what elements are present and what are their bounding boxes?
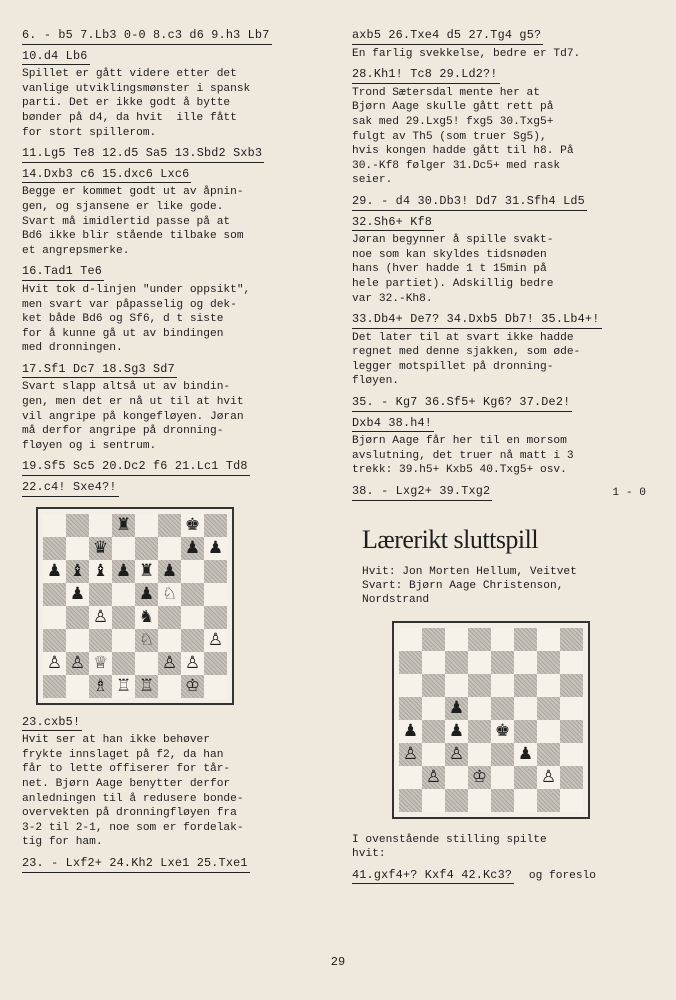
board-square xyxy=(422,743,445,766)
board-square: ♟ xyxy=(66,583,89,606)
board-square xyxy=(43,675,66,698)
board-square: ♙ xyxy=(399,743,422,766)
board-square: ♟ xyxy=(445,697,468,720)
board-square: ♖ xyxy=(135,675,158,698)
final-move-row xyxy=(352,866,658,887)
board-square xyxy=(537,628,560,651)
board-square xyxy=(181,560,204,583)
board-square xyxy=(204,514,227,537)
move-line: 22.c4! Sxe4?! xyxy=(22,480,119,497)
board-square xyxy=(491,697,514,720)
board-square: ♛ xyxy=(89,537,112,560)
board-square xyxy=(560,766,583,789)
board-square xyxy=(537,697,560,720)
move-line: 11.Lg5 Te8 12.d5 Sa5 13.Sbd2 Sxb3 xyxy=(22,146,264,163)
section-heading: Lærerikt sluttspill xyxy=(362,524,539,554)
board-square xyxy=(43,629,66,652)
move-line: 17.Sf1 Dc7 18.Sg3 Sd7 xyxy=(22,362,177,379)
board-square xyxy=(66,606,89,629)
board-square: ♙ xyxy=(537,766,560,789)
board-square: ♙ xyxy=(422,766,445,789)
board-square: ♙ xyxy=(204,629,227,652)
board-square xyxy=(204,560,227,583)
left-column xyxy=(22,26,322,875)
board-square xyxy=(514,674,537,697)
board-square xyxy=(181,629,204,652)
move-line: 29. - d4 30.Db3! Dd7 31.Sfh4 Ld5 xyxy=(352,194,587,211)
board-square xyxy=(43,514,66,537)
board-square xyxy=(422,628,445,651)
commentary: I ovenstående stilling spilte hvit: xyxy=(352,833,547,861)
board-square xyxy=(204,675,227,698)
board-square xyxy=(445,789,468,812)
board-square xyxy=(89,629,112,652)
board-square: ♟ xyxy=(158,560,181,583)
board-square xyxy=(204,652,227,675)
board-square xyxy=(422,674,445,697)
board-square xyxy=(112,606,135,629)
board-square: ♚ xyxy=(181,514,204,537)
board-square: ♙ xyxy=(181,652,204,675)
board-square xyxy=(491,766,514,789)
board-square xyxy=(43,537,66,560)
board-square: ♞ xyxy=(135,606,158,629)
board-square xyxy=(560,743,583,766)
board-square: ♟ xyxy=(514,743,537,766)
move-line: 23.cxb5! xyxy=(22,715,82,732)
board-square xyxy=(422,651,445,674)
board-square xyxy=(43,606,66,629)
board-square: ♜ xyxy=(135,560,158,583)
commentary: Trond Sætersdal mente her at Bjørn Aage skulle gått rett på sak med 29.Lxg5! fxg5 30.Txg5+ fulgt av Th5 (som truer Sg5), hvis kongen hadde gått til h8. På 30.-Kf8 følger 31.Dc5+ med rask seier. xyxy=(352,86,574,187)
board-square xyxy=(560,720,583,743)
board-square xyxy=(66,629,89,652)
board-square: ♟ xyxy=(181,537,204,560)
board-square xyxy=(537,743,560,766)
board-square xyxy=(514,789,537,812)
board-square: ♗ xyxy=(89,675,112,698)
board-square xyxy=(66,537,89,560)
board-square xyxy=(537,720,560,743)
board-square: ♙ xyxy=(158,652,181,675)
final-move-row xyxy=(352,482,658,503)
move-line: 14.Dxb3 c6 15.dxc6 Lxc6 xyxy=(22,167,191,184)
board-square xyxy=(422,697,445,720)
board-square: ♟ xyxy=(445,720,468,743)
board-square: ♙ xyxy=(66,652,89,675)
board-square xyxy=(422,720,445,743)
board-square: ♚ xyxy=(491,720,514,743)
board-square xyxy=(445,651,468,674)
commentary: En farlig svekkelse, bedre er Td7. xyxy=(352,47,581,60)
board-square: ♙ xyxy=(445,743,468,766)
board-square xyxy=(422,789,445,812)
board-square xyxy=(112,629,135,652)
commentary: Hvit ser at han ikke behøver frykte innslaget på f2, da han får to lette offiserer for tår- net. Bjørn Aage benytter derfor anledningen til å redusere bonde- overvekten på dronningfløyen fra 3-2 til 2-1, noe som er fordelak- tig for ham. xyxy=(22,734,244,849)
move-line: 38. - Lxg2+ 39.Txg2 xyxy=(352,484,492,501)
board-square xyxy=(491,628,514,651)
board-square xyxy=(560,628,583,651)
board-square xyxy=(66,514,89,537)
move-line: 19.Sf5 Sc5 20.Dc2 f6 21.Lc1 Td8 xyxy=(22,459,250,476)
move-line: axb5 26.Txe4 d5 27.Tg4 g5? xyxy=(352,28,543,45)
trailing-text: og foreslo xyxy=(528,869,597,882)
board-square xyxy=(445,674,468,697)
commentary: Begge er kommet godt ut av åpnin- gen, og sjansene er like gode. Svart må imidlertid passe på at Bd6 ikke blir stående tilbake som et angrepsmerke. xyxy=(22,186,244,257)
board-square xyxy=(181,606,204,629)
commentary: Det later til at svart ikke hadde regnet med denne sjakken, som øde- legger motspillet på dronning- fløyen. xyxy=(352,331,581,388)
board-square xyxy=(468,628,491,651)
commentary: Spillet er gått videre etter det vanlige utviklingsmønster i spansk parti. Det er ikke godt å bytte bønder på d4, da hvit ille fått for stort spillerom. xyxy=(22,68,251,139)
board-square xyxy=(537,674,560,697)
board-square xyxy=(112,583,135,606)
board-square: ♝ xyxy=(89,560,112,583)
black-player: Svart: Bjørn Aage Christenson, Nordstrand xyxy=(362,579,564,606)
board-square xyxy=(560,697,583,720)
chess-diagram-2 xyxy=(392,621,590,819)
board-square xyxy=(204,583,227,606)
board-square xyxy=(89,583,112,606)
board-square: ♘ xyxy=(135,629,158,652)
board-square xyxy=(158,675,181,698)
board-square: ♕ xyxy=(89,652,112,675)
board-square: ♖ xyxy=(112,675,135,698)
commentary: Hvit tok d-linjen "under oppsikt", men svart var påpasselig og dek- ket både Bd6 og Sf6, d t siste for å kunne gå ut av bindingen med dronningen. xyxy=(22,283,251,355)
board-square: ♙ xyxy=(89,606,112,629)
chess-board-grid xyxy=(43,514,227,698)
board-square xyxy=(468,651,491,674)
board-square: ♘ xyxy=(158,583,181,606)
board-square xyxy=(158,537,181,560)
move-line: 32.Sh6+ Kf8 xyxy=(352,215,434,232)
move-line: 35. - Kg7 36.Sf5+ Kg6? 37.De2! xyxy=(352,395,572,412)
board-square xyxy=(468,697,491,720)
board-square xyxy=(399,697,422,720)
board-square xyxy=(514,697,537,720)
commentary: Jøran begynner å spille svakt- noe som kan skyldes tidsnøden hans (hver hadde 1 t 15min på hele partiet). Adskillig bedre var 32.-Kh8. xyxy=(352,234,554,305)
board-square xyxy=(445,766,468,789)
board-square: ♟ xyxy=(43,560,66,583)
board-square xyxy=(399,628,422,651)
board-square xyxy=(112,537,135,560)
board-square xyxy=(491,789,514,812)
board-square xyxy=(560,674,583,697)
board-square: ♟ xyxy=(112,560,135,583)
board-square xyxy=(89,514,112,537)
board-square xyxy=(135,537,158,560)
board-square: ♝ xyxy=(66,560,89,583)
board-square: ♙ xyxy=(43,652,66,675)
board-square: ♟ xyxy=(399,720,422,743)
board-square xyxy=(537,651,560,674)
commentary: Svart slapp altså ut av bindin- gen, men det er nå ut til at hvit vil angripe på kongefløyen. Jøran må derfor angripe på dronning- fløyen og i sentrum. xyxy=(22,381,244,452)
board-square xyxy=(514,766,537,789)
board-square xyxy=(399,674,422,697)
board-square xyxy=(514,720,537,743)
move-line: 23. - Lxf2+ 24.Kh2 Lxe1 25.Txe1 xyxy=(22,856,250,873)
board-square xyxy=(158,514,181,537)
board-square: ♟ xyxy=(204,537,227,560)
right-column xyxy=(352,26,658,886)
move-line: 6. - b5 7.Lb3 0-0 8.c3 d6 9.h3 Lb7 xyxy=(22,28,272,45)
board-square xyxy=(468,789,491,812)
move-line: Dxb4 38.h4! xyxy=(352,416,434,433)
board-square xyxy=(514,628,537,651)
chess-board-grid xyxy=(399,628,583,812)
move-line: 41.gxf4+? Kxf4 42.Kc3? xyxy=(352,868,514,885)
board-square xyxy=(537,789,560,812)
board-square xyxy=(560,651,583,674)
move-line: 10.d4 Lb6 xyxy=(22,49,90,66)
board-square: ♟ xyxy=(135,583,158,606)
board-square xyxy=(399,789,422,812)
board-square: ♔ xyxy=(181,675,204,698)
board-square xyxy=(468,743,491,766)
board-square xyxy=(112,652,135,675)
commentary: Bjørn Aage får her til en morsom avslutning, det truer nå matt i 3 trekk: 39.h5+ Kxb5 40.Txg5+ osv. xyxy=(352,435,574,477)
game-result: 1 - 0 xyxy=(612,487,646,500)
board-square xyxy=(135,514,158,537)
board-square xyxy=(468,720,491,743)
board-square xyxy=(560,789,583,812)
board-square xyxy=(43,583,66,606)
move-line: 16.Tad1 Te6 xyxy=(22,264,104,281)
chess-diagram-1 xyxy=(36,507,234,705)
move-line: 33.Db4+ De7? 34.Dxb5 Db7! 35.Lb4+! xyxy=(352,312,602,329)
board-square xyxy=(491,743,514,766)
board-square xyxy=(135,652,158,675)
board-square xyxy=(445,628,468,651)
board-square: ♜ xyxy=(112,514,135,537)
move-line: 28.Kh1! Tc8 29.Ld2?! xyxy=(352,67,500,84)
board-square xyxy=(491,674,514,697)
board-square xyxy=(468,674,491,697)
board-square xyxy=(399,766,422,789)
board-square xyxy=(181,583,204,606)
board-square xyxy=(66,675,89,698)
board-square xyxy=(491,651,514,674)
board-square xyxy=(514,651,537,674)
board-square xyxy=(158,629,181,652)
board-square xyxy=(399,651,422,674)
board-square: ♔ xyxy=(468,766,491,789)
page-number: 29 xyxy=(330,955,346,969)
board-square xyxy=(158,606,181,629)
white-player: Hvit: Jon Morten Hellum, Veitvet xyxy=(362,565,577,578)
board-square xyxy=(204,606,227,629)
